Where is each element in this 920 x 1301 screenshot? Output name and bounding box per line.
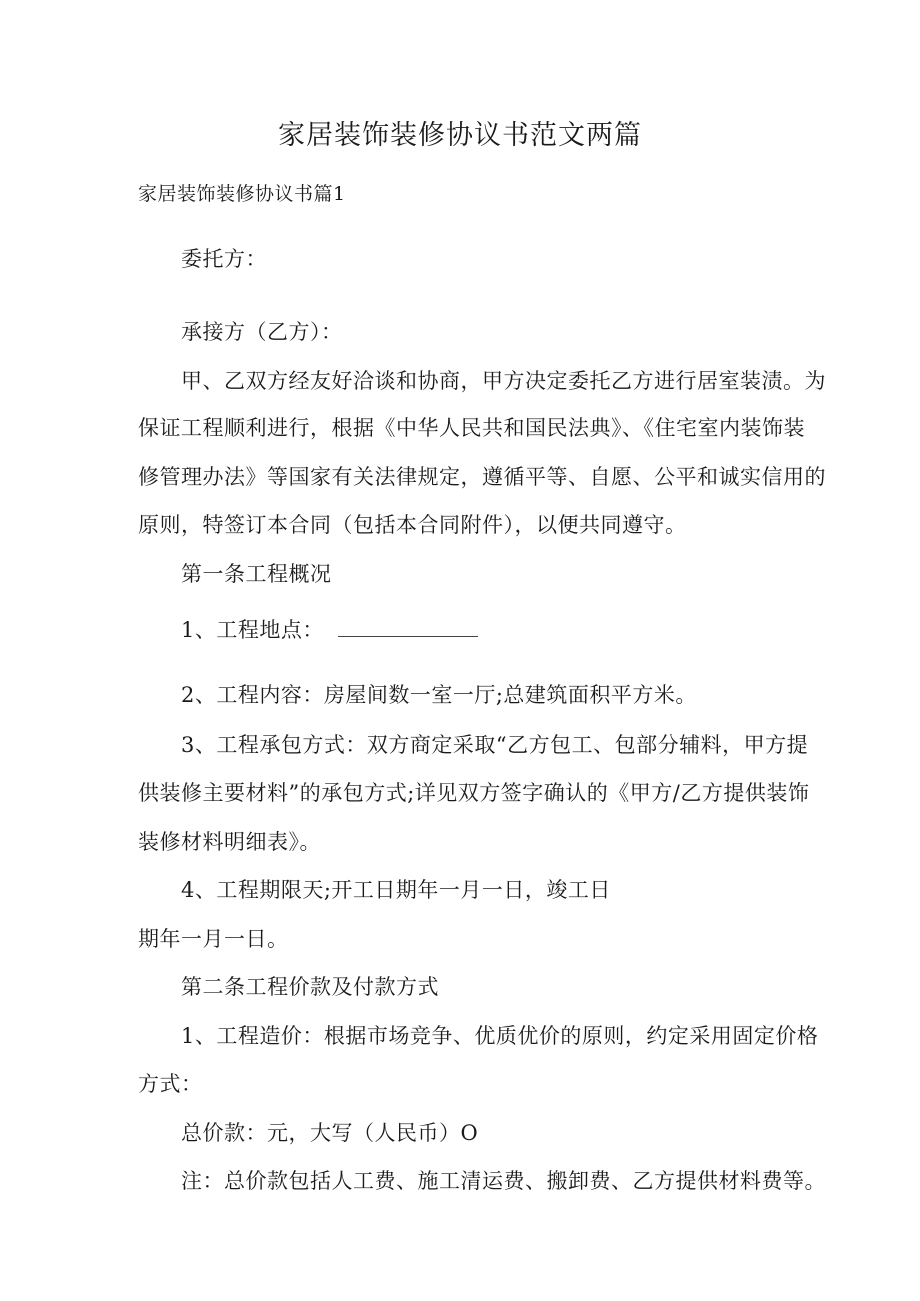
contractor-label: 承接方（乙方）： (181, 320, 343, 344)
intro-line-2: 保证工程顺利进行，根据《中华人民共和国民法典》、《住宅室内装饰装 (138, 416, 805, 440)
price-note: 注：总价款包括人工费、施工清运费、搬卸费、乙方提供材料费等。 (181, 1169, 826, 1193)
item-4-line-2: 期年一月一日。 (138, 927, 289, 951)
article-2-heading: 第二条工程价款及付款方式 (181, 975, 439, 999)
item-3-line-3: 装修材料明细表》。 (138, 830, 321, 854)
intro-line-1: 甲、乙双方经友好洽谈和协商，甲方决定委托乙方进行居室装渍。为 (181, 369, 826, 393)
article-1-heading: 第一条工程概况 (181, 562, 332, 586)
item-2-project-content: 2、工程内容：房屋间数一室一厅;总建筑面积平方米。 (181, 683, 697, 707)
document-title: 家居装饰装修协议书范文两篇 (278, 120, 642, 151)
item-1-project-location (181, 616, 478, 644)
item-3-line-1: 3、工程承包方式：双方商定采取“乙方包工、包部分辅料，甲方提 (181, 733, 809, 757)
client-label: 委托方： (181, 247, 267, 271)
total-price: 总价款：元，大写（人民币）O (181, 1121, 479, 1145)
item-4-line-1: 4、工程期限天;开工日期年一月一日，竣工日 (181, 878, 611, 902)
section-subtitle: 家居装饰装修协议书篇1 (138, 183, 346, 205)
item-1-label: 1、工程地点： (181, 618, 324, 642)
intro-line-3: 修管理办法》等国家有关法律规定，遵循平等、自愿、公平和诚实信用的 (138, 465, 826, 489)
location-blank-line (338, 618, 478, 637)
intro-line-4: 原则，特签订本合同（包括本合同附件），以便共同遵守。 (138, 513, 687, 537)
price-item-line-1: 1、工程造价：根据市场竞争、优质优价的原则，约定采用固定价格 (181, 1024, 819, 1048)
item-3-line-2: 供装修主要材料”的承包方式;详见双方签字确认的《甲方/乙方提供装饰 (138, 781, 810, 805)
price-item-line-2: 方式： (138, 1072, 203, 1096)
